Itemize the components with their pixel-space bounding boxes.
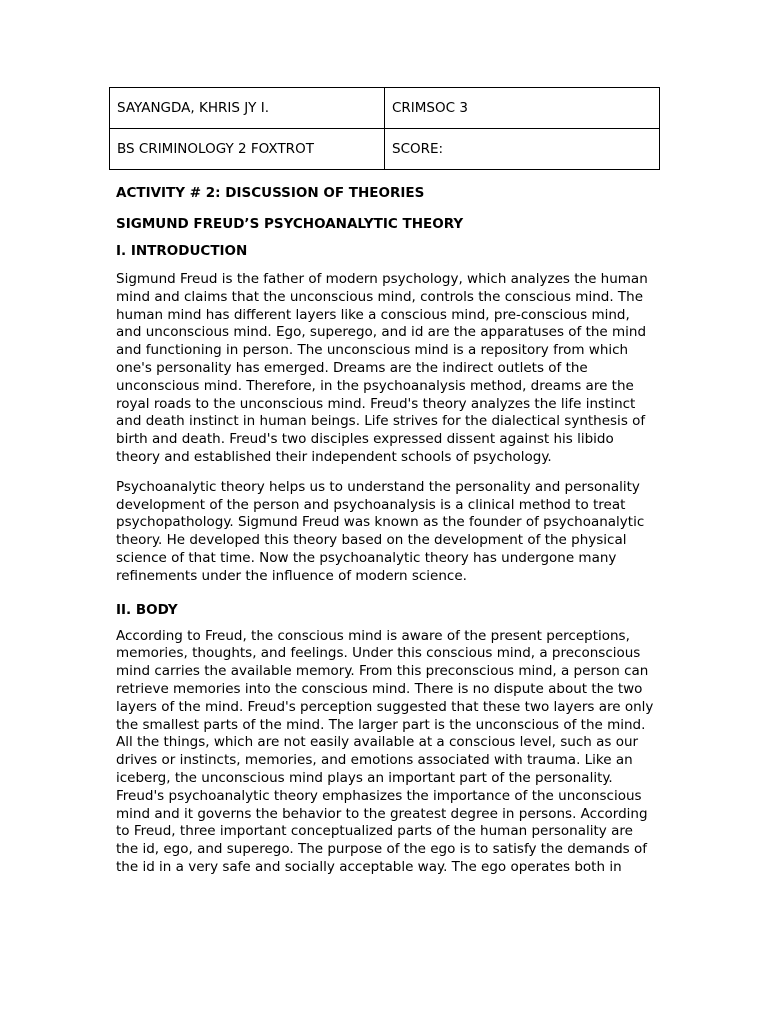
body-paragraph-1: According to Freud, the conscious mind is aware of the present perceptions, memories, thoughts, and feelings. Under this conscious mind, a preconscious mind carries the available memory. From this preconscious mind, a person can retrieve memories into the conscious mind. There is no dispute about the two layers of the mind. Freud's perception suggested that these two layers are only the smallest parts of the mind. The larger part is the unconscious of the mind. All the things, which are not easily available at a conscious level, such as our drives or instincts, memories, and emotions associated with trauma. Like an iceberg, the unconscious mind plays an important part of the personality. Freud's psychoanalytic theory emphasizes the importance of the unconscious mind and it governs the behavior to the greatest degree in persons. According to Freud, three important conceptualized parts of the human personality are the id, ego, and superego. The purpose of the ego is to satisfy the demands of the id in a very safe and socially acceptable way. The ego operates both in	[116, 627, 654, 875]
activity-title: ACTIVITY # 2: DISCUSSION OF THEORIES	[116, 185, 425, 201]
score-cell: SCORE:	[385, 129, 660, 170]
introduction-paragraph-1: Sigmund Freud is the father of modern psychology, which analyzes the human mind and claims that the unconscious mind, controls the conscious mind. The human mind has different layers like a conscious mind, pre-conscious mind, and unconscious mind. Ego, superego, and id are the apparatuses of the mind and functioning in person. The unconscious mind is a repository from which one's personality has emerged. Dreams are the indirect outlets of the unconscious mind. Therefore, in the psychoanalysis method, dreams are the royal roads to the unconscious mind. Freud's theory analyzes the life instinct and death instinct in human beings. Life strives for the dialectical synthesis of birth and death. Freud's two disciples expressed dissent against his libido theory and established their independent schools of psychology.	[116, 271, 648, 465]
table-row	[110, 88, 660, 129]
document-content	[116, 183, 656, 877]
introduction-paragraph-2: Psychoanalytic theory helps us to understand the personality and personality development of the person and psychoanalysis is a clinical method to treat psychopathology. Sigmund Freud was known as the founder of psychoanalytic theory. He developed this theory based on the development of the physical science of that time. Now the psychoanalytic theory has undergone many refinements under the influence of modern science.	[116, 478, 645, 584]
body-heading: II. BODY	[116, 601, 178, 618]
table-row	[110, 129, 660, 170]
theory-title: SIGMUND FREUD’S PSYCHOANALYTIC THEORY	[116, 216, 464, 232]
student-name-cell: SAYANGDA, KHRIS JY I.	[110, 88, 385, 129]
introduction-heading: I. INTRODUCTION	[116, 243, 248, 259]
student-info-table	[109, 87, 660, 170]
program-cell: BS CRIMINOLOGY 2 FOXTROT	[110, 129, 385, 170]
course-code-cell: CRIMSOC 3	[385, 88, 660, 129]
